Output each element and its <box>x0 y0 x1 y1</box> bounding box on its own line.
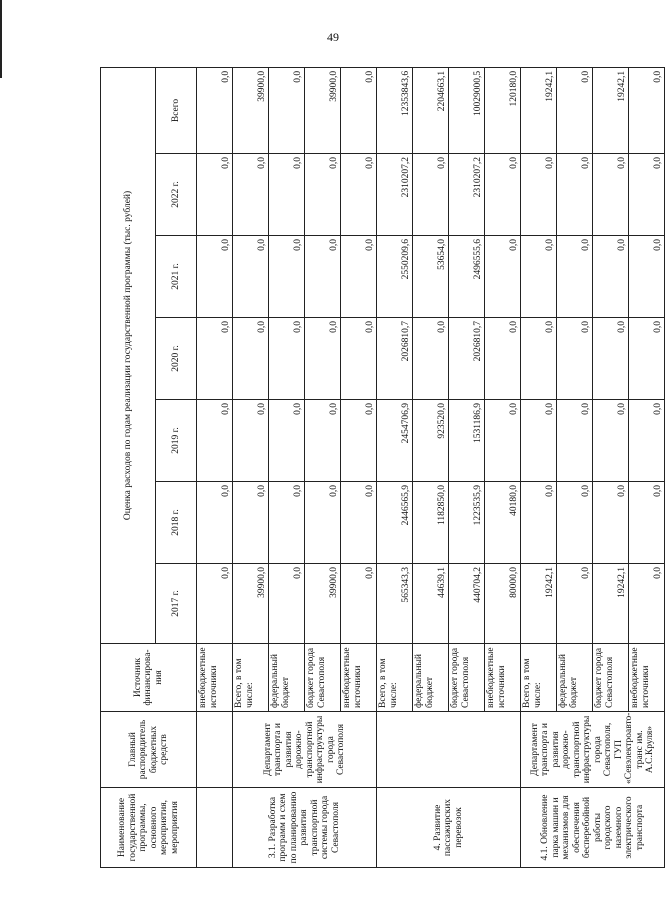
table-body <box>101 67 665 867</box>
value-cell: 0,0 <box>233 400 269 482</box>
value-cell: 0,0 <box>269 318 305 400</box>
value-cell: 0,0 <box>629 154 665 236</box>
value-cell: 2026810,7 <box>449 318 485 400</box>
value-cell: 2446565,9 <box>377 482 413 564</box>
responsible-cell: Департамент транспорта и развития дорожно-транспортной инфраструктуры города Севастополя, ГУП «Севэлектроавто-транс им. А.С.Круля» <box>521 712 665 788</box>
value-cell: 39900,0 <box>233 564 269 644</box>
scan-edge-mark <box>0 0 2 78</box>
value-cell: 2550209,6 <box>377 236 413 318</box>
value-cell: 0,0 <box>413 154 449 236</box>
budget-table <box>100 67 665 868</box>
value-cell: 19242,1 <box>521 67 557 153</box>
source-cell: Всего, в том числе: <box>233 644 269 712</box>
value-cell: 0,0 <box>233 318 269 400</box>
value-cell: 0,0 <box>305 154 341 236</box>
value-cell: 0,0 <box>629 67 665 153</box>
value-cell: 0,0 <box>521 154 557 236</box>
value-cell: 0,0 <box>557 67 593 153</box>
responsible-cell: Департамент транспорта и развития дорожно-транспортной инфраструктуры города Севастополя <box>233 712 377 788</box>
table-row <box>233 67 269 867</box>
value-cell: 0,0 <box>557 400 593 482</box>
value-cell: 0,0 <box>521 400 557 482</box>
value-cell: 0,0 <box>521 482 557 564</box>
value-cell: 0,0 <box>341 482 377 564</box>
value-cell: 0,0 <box>233 482 269 564</box>
responsible-cell <box>197 712 233 788</box>
value-cell: 0,0 <box>557 564 593 644</box>
value-cell: 0,0 <box>593 482 629 564</box>
value-cell: 0,0 <box>557 318 593 400</box>
value-cell: 0,0 <box>197 67 233 153</box>
row-name-cell: 4.1. Обновление парка машин и механизмов для обеспечения бесперебойной работы городского наземного электрического транспорта <box>521 788 665 868</box>
value-cell: 2310207,2 <box>377 154 413 236</box>
header-year: Всего <box>156 67 197 153</box>
value-cell: 0,0 <box>269 400 305 482</box>
value-cell: 0,0 <box>629 564 665 644</box>
value-cell: 0,0 <box>269 236 305 318</box>
header-year: 2022 г. <box>156 154 197 236</box>
rotated-budget-table <box>100 68 663 868</box>
value-cell: 0,0 <box>305 318 341 400</box>
value-cell: 0,0 <box>197 400 233 482</box>
source-cell: Всего, в том числе: <box>521 644 557 712</box>
value-cell: 0,0 <box>629 482 665 564</box>
header-year: 2018 г. <box>156 482 197 564</box>
value-cell: 1182850,0 <box>413 482 449 564</box>
value-cell: 0,0 <box>341 236 377 318</box>
name-cell <box>197 788 233 868</box>
header-responsible: Главный распорядитель бюджетных средств <box>101 712 197 788</box>
value-cell: 0,0 <box>269 154 305 236</box>
value-cell: 44639,1 <box>413 564 449 644</box>
source-cell: внебюджетные источники <box>629 644 665 712</box>
header-year: 2020 г. <box>156 318 197 400</box>
value-cell: 0,0 <box>341 67 377 153</box>
value-cell: 0,0 <box>197 564 233 644</box>
value-cell: 923520,0 <box>413 400 449 482</box>
value-cell: 2454706,9 <box>377 400 413 482</box>
value-cell: 0,0 <box>341 318 377 400</box>
value-cell: 0,0 <box>341 154 377 236</box>
value-cell: 0,0 <box>521 236 557 318</box>
header-name: Наименование государственной программы, основного мероприятия, мероприятия <box>101 788 197 868</box>
value-cell: 0,0 <box>269 67 305 153</box>
value-cell: 0,0 <box>557 236 593 318</box>
source-cell: федеральный бюджет <box>557 644 593 712</box>
value-cell: 0,0 <box>305 482 341 564</box>
value-cell: 0,0 <box>233 236 269 318</box>
value-cell: 0,0 <box>557 154 593 236</box>
value-cell: 19242,1 <box>593 67 629 153</box>
source-cell: бюджет города Севастополя <box>305 644 341 712</box>
value-cell: 120180,0 <box>485 67 521 153</box>
value-cell: 0,0 <box>305 236 341 318</box>
table-row <box>521 67 557 867</box>
value-cell: 0,0 <box>593 236 629 318</box>
value-cell: 0,0 <box>629 236 665 318</box>
value-cell: 1531186,9 <box>449 400 485 482</box>
value-cell: 565343,3 <box>377 564 413 644</box>
source-cell: федеральный бюджет <box>269 644 305 712</box>
source-cell: бюджет города Севастополя <box>593 644 629 712</box>
source-cell: Всего, в том числе: <box>377 644 413 712</box>
value-cell: 0,0 <box>521 318 557 400</box>
value-cell: 39900,0 <box>233 67 269 153</box>
value-cell: 53654,0 <box>413 236 449 318</box>
value-cell: 0,0 <box>485 400 521 482</box>
value-cell: 2310207,2 <box>449 154 485 236</box>
value-cell: 0,0 <box>197 154 233 236</box>
row-name-cell: 3.1. Разработка программ и схем по планированию развития транспортной системы города Севастополя <box>233 788 377 868</box>
value-cell: 0,0 <box>413 318 449 400</box>
source-cell: федеральный бюджет <box>413 644 449 712</box>
value-cell: 39900,0 <box>305 67 341 153</box>
value-cell: 12353843,6 <box>377 67 413 153</box>
header-year: 2019 г. <box>156 400 197 482</box>
table-row <box>377 67 413 867</box>
header-source: Источник финансирова-ния <box>101 644 197 712</box>
value-cell: 0,0 <box>269 482 305 564</box>
value-cell: 0,0 <box>305 400 341 482</box>
source-cell: бюджет города Севастополя <box>449 644 485 712</box>
value-cell: 0,0 <box>197 236 233 318</box>
value-cell: 0,0 <box>485 236 521 318</box>
table-row <box>197 67 233 867</box>
value-cell: 0,0 <box>557 482 593 564</box>
page-number: 49 <box>327 30 339 44</box>
value-cell: 80000,0 <box>485 564 521 644</box>
value-cell: 1223535,9 <box>449 482 485 564</box>
value-cell: 0,0 <box>485 154 521 236</box>
value-cell: 0,0 <box>593 318 629 400</box>
value-cell: 2496555,6 <box>449 236 485 318</box>
value-cell: 0,0 <box>341 564 377 644</box>
header-year: 2017 г. <box>156 564 197 644</box>
value-cell: 0,0 <box>197 482 233 564</box>
responsible-cell <box>377 712 521 788</box>
value-cell: 2204663,1 <box>413 67 449 153</box>
value-cell: 0,0 <box>593 400 629 482</box>
header-year: 2021 г. <box>156 236 197 318</box>
value-cell: 0,0 <box>233 154 269 236</box>
value-cell: 2026810,7 <box>377 318 413 400</box>
value-cell: 0,0 <box>197 318 233 400</box>
value-cell: 19242,1 <box>521 564 557 644</box>
value-cell: 0,0 <box>341 400 377 482</box>
value-cell: 0,0 <box>629 318 665 400</box>
value-cell: 0,0 <box>269 564 305 644</box>
value-cell: 39900,0 <box>305 564 341 644</box>
value-cell: 10029000,5 <box>449 67 485 153</box>
source-cell: внебюджетные источники <box>341 644 377 712</box>
value-cell: 40180,0 <box>485 482 521 564</box>
value-cell: 19242,1 <box>593 564 629 644</box>
value-cell: 0,0 <box>629 400 665 482</box>
value-cell: 0,0 <box>593 154 629 236</box>
row-name-cell: 4. Развитие пассажирских перевозок <box>377 788 521 868</box>
value-cell: 0,0 <box>485 318 521 400</box>
value-cell: 440704,2 <box>449 564 485 644</box>
source-cell: внебюджетные источники <box>197 644 233 712</box>
header-estimate: Оценка расходов по годам реализации государственной программы (тыс. рублей) <box>101 67 156 643</box>
source-cell: внебюджетные источники <box>485 644 521 712</box>
